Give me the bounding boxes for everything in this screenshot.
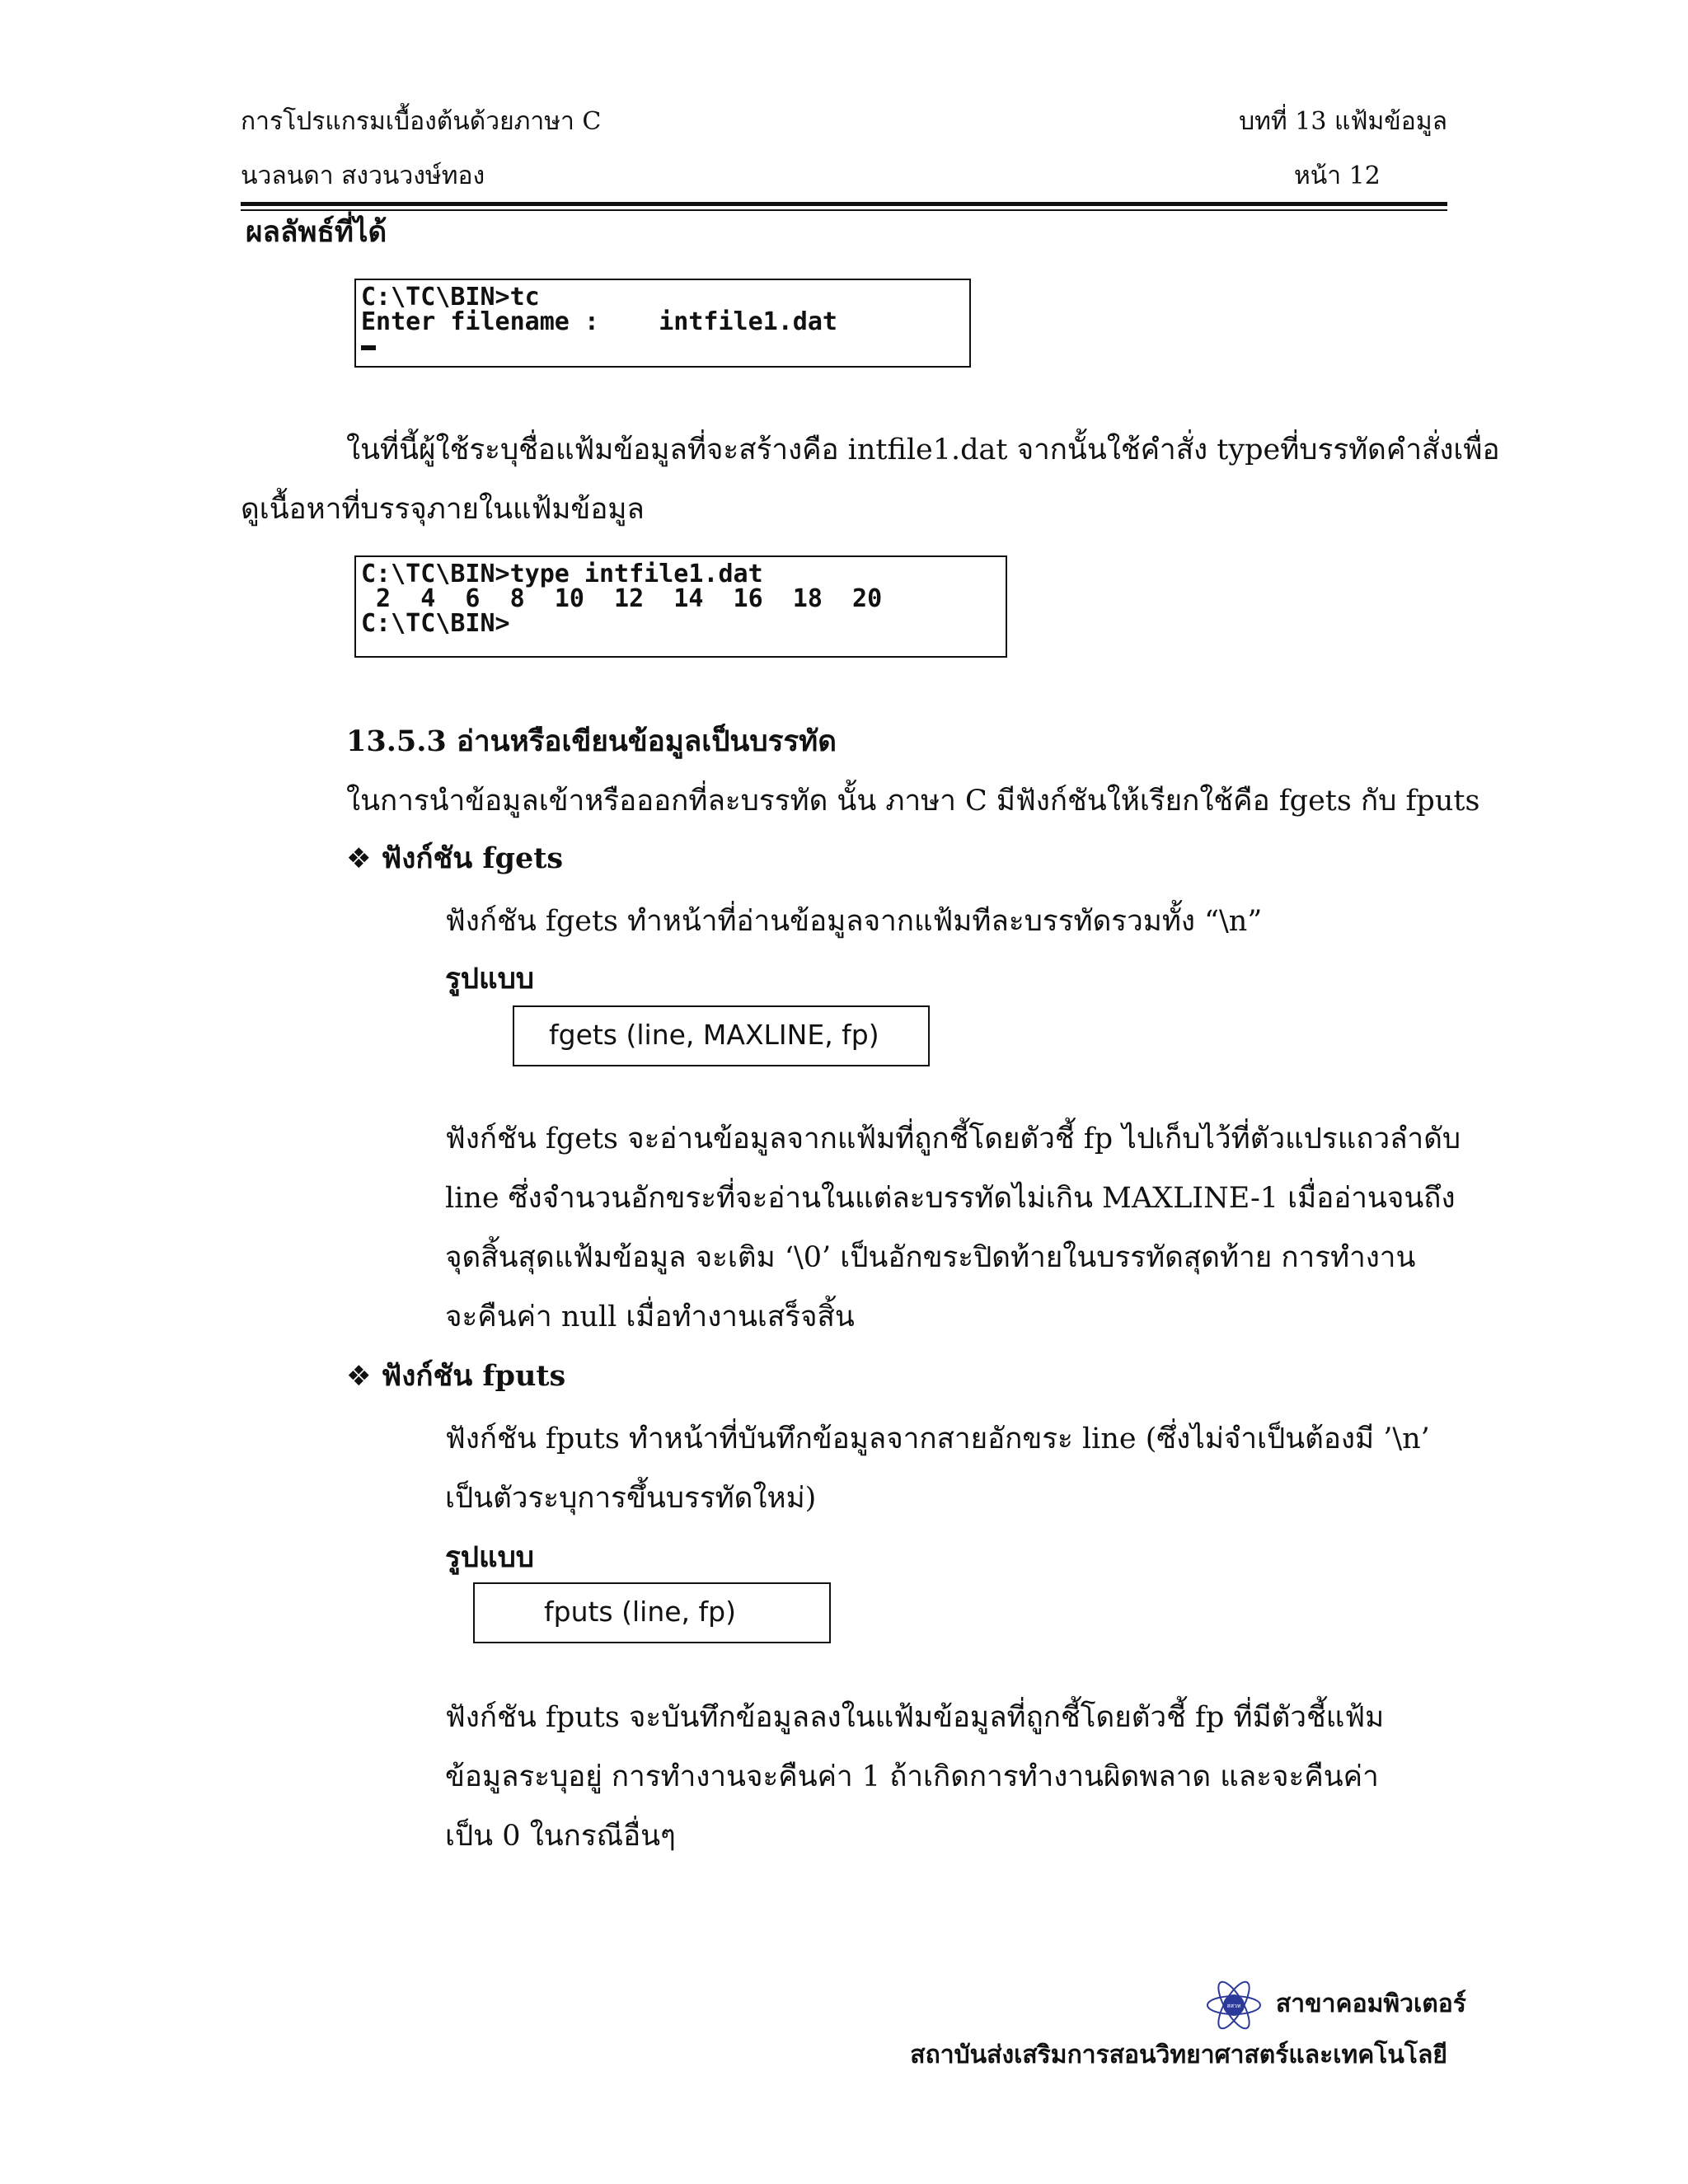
fgets-detail-line-2: line ซึ่งจำนวนอักขระที่จะอ่านในแต่ละบรรทัดไม่เกิน MAXLINE-1 เมื่ออ่านจนถึง xyxy=(445,1182,1456,1215)
fgets-detail-line-4: จะคืนค่า null เมื่อทำงานเสร็จสิ้น xyxy=(445,1301,855,1333)
console-1-line-1: C:\TC\BIN>tc xyxy=(361,283,540,312)
header-rule-thin xyxy=(241,209,1447,211)
console-2-line-3: C:\TC\BIN> xyxy=(361,609,510,638)
fputs-syntax-box xyxy=(473,1582,831,1643)
cursor-icon xyxy=(361,345,376,350)
fputs-format-label: รูปแบบ xyxy=(445,1540,535,1574)
fputs-detail-line-2: ข้อมูลระบุอยู่ การทำงานจะคืนค่า 1 ถ้าเกิดการทำงานผิดพลาด และจะคืนค่า xyxy=(445,1760,1379,1793)
footer-department: สาขาคอมพิวเตอร์ xyxy=(1276,1990,1466,2018)
fputs-detail-line-3: เป็น 0 ในกรณีอื่นๆ xyxy=(445,1820,676,1853)
fgets-syntax-box xyxy=(513,1005,930,1066)
fputs-heading xyxy=(346,1357,565,1396)
ipst-atom-logo-icon xyxy=(1205,1976,1263,2034)
header-course-title: การโปรแกรมเบื้องต้นด้วยภาษา C xyxy=(241,107,602,136)
fgets-heading-text: ฟังก์ชัน fgets xyxy=(381,841,564,875)
paragraph-1-line-2: ดูเนื้อหาที่บรรจุภายในแฟ้มข้อมูล xyxy=(241,493,645,526)
section-title: 13.5.3 อ่านหรือเขียนข้อมูลเป็นบรรทัด xyxy=(346,724,837,758)
fputs-detail-line-1: ฟังก์ชัน fputs จะบันทึกข้อมูลลงในแฟ้มข้อมูลที่ถูกชี้โดยตัวชี้ fp ที่มีตัวชี้แฟ้ม xyxy=(445,1701,1385,1734)
fputs-description-line-1: ฟังก์ชัน fputs ทำหน้าที่บันทึกข้อมูลจากสายอักขระ line (ซึ่งไม่จำเป็นต้องมี ’\n’ xyxy=(445,1422,1430,1455)
header-author: นวลนดา สงวนวงษ์ทอง xyxy=(241,162,485,190)
fputs-description-line-2: เป็นตัวระบุการขึ้นบรรทัดใหม่) xyxy=(445,1482,817,1515)
fgets-detail-line-1: ฟังก์ชัน fgets จะอ่านข้อมูลจากแฟ้มที่ถูกชี้โดยตัวชี้ fp ไปเก็บไว้ที่ตัวแปรแถวลำดับ xyxy=(445,1122,1461,1155)
logo-text: สสวท xyxy=(1226,2003,1241,2009)
header-chapter: บทที่ 13 แฟ้มข้อมูล xyxy=(1239,107,1447,136)
console-2-line-2: 2 4 6 8 10 12 14 16 18 20 xyxy=(361,584,883,613)
console-1-line-2: Enter filename : intfile1.dat xyxy=(361,307,837,336)
result-heading: ผลลัพธ์ที่ได้ xyxy=(246,215,387,249)
fgets-description: ฟังก์ชัน fgets ทำหน้าที่อ่านข้อมูลจากแฟ้มทีละบรรทัดรวมทั้ง “\n” xyxy=(445,905,1263,938)
console-2-line-1: C:\TC\BIN>type intfile1.dat xyxy=(361,560,763,588)
fgets-detail-line-3: จุดสิ้นสุดแฟ้มข้อมูล จะเติม ‘\0’ เป็นอักขระปิดท้ายในบรรทัดสุดท้าย การทำงาน xyxy=(445,1241,1416,1274)
fgets-syntax: fgets (line, MAXLINE, fp) xyxy=(549,1019,879,1051)
console-output-2 xyxy=(354,555,1007,658)
diamond-bullet-icon: ❖ xyxy=(346,842,372,875)
console-output-1 xyxy=(354,279,971,368)
fputs-heading-text: ฟังก์ชัน fputs xyxy=(381,1359,566,1393)
fputs-syntax: fputs (line, fp) xyxy=(544,1596,736,1628)
fgets-format-label: รูปแบบ xyxy=(445,962,535,996)
footer-institute: สถาบันส่งเสริมการสอนวิทยาศาสตร์และเทคโนโลยี xyxy=(910,2041,1447,2069)
header-page-number: หน้า 12 xyxy=(1294,162,1381,190)
header-rule-thick xyxy=(241,202,1447,206)
section-intro: ในการนำข้อมูลเข้าหรือออกที่ละบรรทัด นั้น ภาษา C มีฟังก์ชันให้เรียกใช้คือ fgets กับ fputs xyxy=(346,785,1480,818)
diamond-bullet-icon: ❖ xyxy=(346,1360,372,1393)
paragraph-1-line-1: ในที่นี้ผู้ใช้ระบุชื่อแฟ้มข้อมูลที่จะสร้างคือ intfile1.dat จากนั้นใช้คำสั่ง typeที่บรรทัดคำสั่งเพื่อ xyxy=(346,434,1500,466)
fgets-heading xyxy=(346,839,563,879)
